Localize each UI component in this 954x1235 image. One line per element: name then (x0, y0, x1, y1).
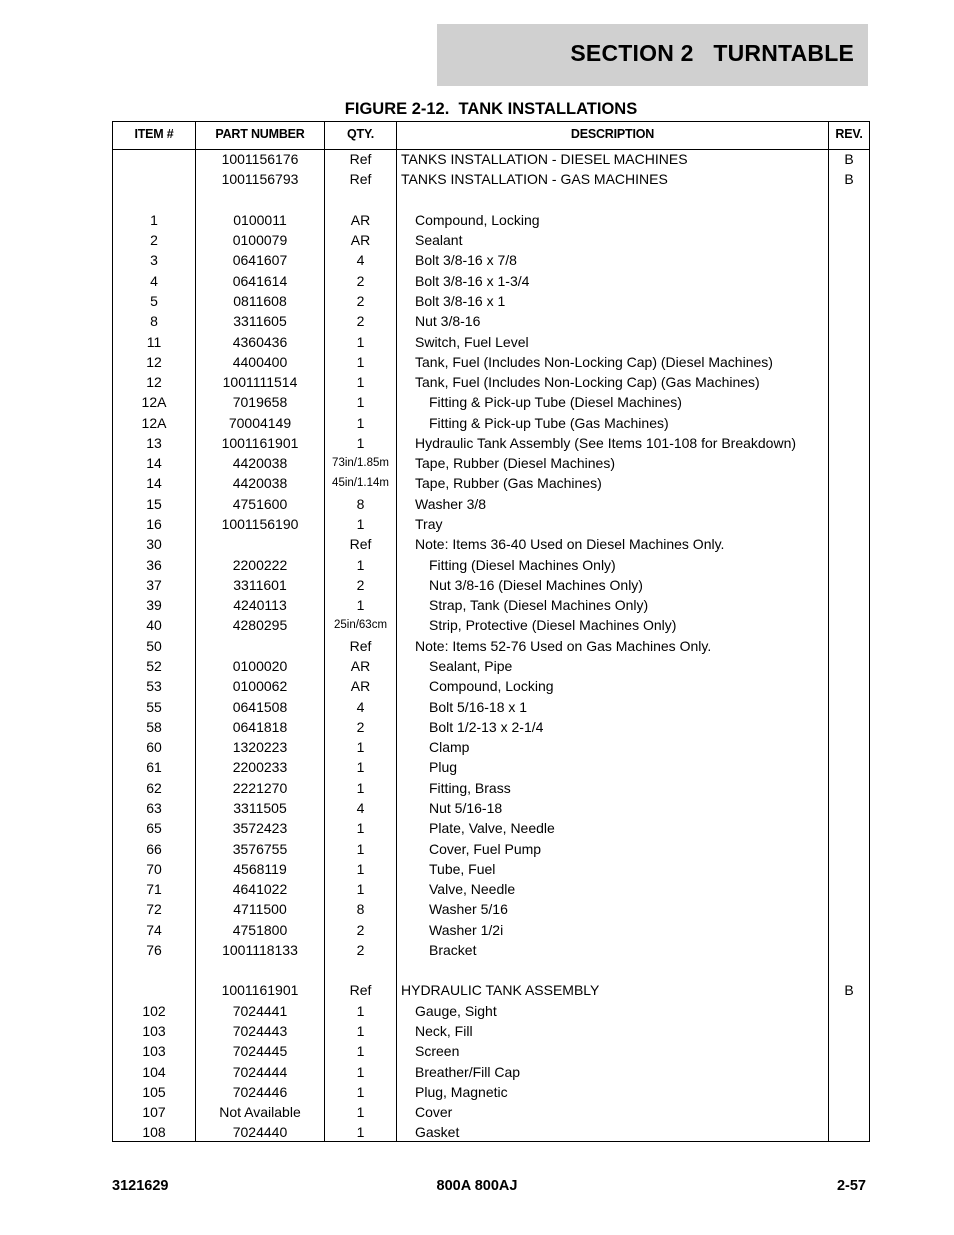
item-number: 11 (146, 333, 162, 350)
quantity: 1 (356, 1002, 365, 1019)
quantity: AR (350, 658, 371, 674)
part-number: 1001156176 (221, 151, 299, 167)
quantity: 1 (356, 516, 365, 533)
item-number: 37 (146, 576, 162, 593)
table-row (113, 717, 869, 737)
table-row (113, 960, 869, 980)
part-number: 3572423 (232, 820, 288, 837)
description: Sealant, Pipe (429, 658, 513, 674)
part-number: 0811608 (233, 292, 287, 309)
description: Screen (415, 1043, 460, 1060)
table-row (113, 555, 869, 575)
quantity: Ref (349, 151, 372, 167)
table-row (113, 575, 869, 595)
part-number: 4240113 (233, 597, 287, 614)
item-number: 70 (146, 860, 162, 877)
part-number: 0641508 (232, 698, 288, 715)
section-title: SECTION 2 TURNTABLE (570, 40, 854, 66)
part-number: 4751800 (232, 921, 288, 938)
description: Gauge, Sight (415, 1002, 497, 1019)
table-row (113, 271, 869, 291)
table-row (113, 615, 869, 635)
table-row (113, 940, 869, 960)
table-row (113, 453, 869, 473)
table-row (113, 514, 869, 534)
header-qty: QTY. (347, 127, 374, 141)
description: Tube, Fuel (429, 860, 496, 877)
item-number: 1 (150, 211, 158, 228)
header-item: ITEM # (134, 127, 174, 141)
table-row (113, 656, 869, 676)
item-number: 16 (146, 516, 162, 533)
item-number: 40 (146, 617, 162, 634)
description: Switch, Fuel Level (415, 333, 529, 350)
header-description: DESCRIPTION (570, 127, 655, 141)
quantity: 4 (356, 799, 365, 816)
item-number: 3 (150, 252, 158, 269)
part-number: 1001118133 (222, 941, 298, 958)
table-row (113, 1021, 869, 1041)
table-row (113, 1082, 869, 1102)
quantity: 1 (356, 353, 365, 370)
quantity: Ref (349, 982, 372, 999)
item-number: 107 (142, 1104, 166, 1121)
quantity: 45in/1.14m (332, 477, 389, 490)
description: Sealant (415, 232, 463, 249)
part-number: 3576755 (232, 840, 288, 857)
description: Hydraulic Tank Assembly (See Items 101-108 for Breakdown) (415, 434, 797, 451)
quantity: 1 (356, 860, 365, 877)
item-number: 12A (141, 414, 167, 431)
header-rev: REV. (835, 127, 863, 141)
part-number: 2200222 (232, 556, 288, 573)
description: Tray (415, 516, 443, 533)
description: Compound, Locking (415, 211, 540, 228)
part-number: 2221270 (232, 779, 288, 796)
footer-model: 800A 800AJ (436, 1178, 518, 1194)
quantity: AR (350, 211, 371, 228)
quantity: 4 (356, 252, 365, 269)
item-number: 15 (146, 495, 162, 512)
description: Bolt 3/8-16 x 1 (415, 292, 506, 309)
part-number: 4568119 (233, 860, 287, 877)
table-row (113, 818, 869, 838)
table-row (113, 413, 869, 433)
quantity: 2 (356, 718, 365, 735)
description: Washer 1/2i (429, 921, 504, 938)
table-row (113, 332, 869, 352)
table-row (113, 392, 869, 412)
revision: B (844, 982, 854, 999)
description: Strap, Tank (Diesel Machines Only) (429, 597, 649, 614)
table-row (113, 899, 869, 919)
item-number: 50 (146, 637, 162, 654)
item-number: 108 (142, 1124, 166, 1141)
part-number: 7024444 (232, 1063, 288, 1080)
description: Gasket (415, 1124, 460, 1141)
item-number: 12 (146, 353, 162, 370)
part-number: 3311601 (233, 576, 287, 593)
part-number: 1001161901 (221, 434, 299, 451)
section-banner (437, 24, 868, 86)
part-number: 4641022 (232, 881, 288, 898)
table-row (113, 737, 869, 757)
item-number: 53 (146, 678, 162, 695)
table-row (113, 697, 869, 717)
item-number: 58 (146, 718, 162, 735)
quantity: 1 (356, 1083, 365, 1100)
table-row (113, 1001, 869, 1021)
table-row (113, 352, 869, 372)
description: Plug (429, 759, 458, 776)
item-number: 61 (146, 759, 162, 776)
item-number: 13 (146, 434, 162, 451)
part-number: 4280295 (232, 617, 288, 634)
quantity: Ref (349, 637, 372, 654)
item-number: 72 (146, 901, 162, 918)
table-row (113, 595, 869, 615)
table-row (113, 494, 869, 514)
description: Strip, Protective (Diesel Machines Only) (429, 617, 677, 634)
figure-title: FIGURE 2-12. TANK INSTALLATIONS (344, 100, 638, 118)
quantity: 1 (356, 434, 365, 451)
part-number: 4420038 (232, 455, 288, 472)
item-number: 60 (146, 739, 162, 756)
description: Fitting & Pick-up Tube (Diesel Machines) (429, 394, 682, 411)
quantity: 1 (356, 1124, 365, 1141)
part-number: 0100062 (232, 678, 288, 695)
table-row (113, 798, 869, 818)
item-number: 65 (146, 820, 162, 837)
table-row (113, 980, 869, 1000)
part-number: Not Available (219, 1104, 301, 1121)
table-header (113, 122, 869, 150)
quantity: 1 (356, 374, 365, 391)
item-number: 14 (146, 455, 162, 472)
table-row (113, 757, 869, 777)
quantity: 1 (356, 779, 365, 796)
part-number: 1320223 (232, 739, 288, 756)
description: Bolt 5/16-18 x 1 (429, 698, 528, 715)
table-row (113, 311, 869, 331)
quantity: 2 (356, 941, 365, 958)
description: Neck, Fill (415, 1023, 473, 1040)
part-number: 2200233 (232, 759, 288, 776)
quantity: AR (350, 232, 371, 249)
quantity: 25in/63cm (333, 619, 388, 632)
table-row (113, 250, 869, 270)
quantity: 2 (356, 272, 365, 289)
item-number: 74 (146, 921, 162, 938)
quantity: 2 (356, 292, 365, 309)
item-number: 2 (150, 232, 158, 249)
description: Nut 3/8-16 (Diesel Machines Only) (429, 576, 643, 593)
part-number: 4360436 (232, 333, 288, 350)
description: Nut 5/16-18 (429, 799, 503, 816)
item-number: 103 (142, 1043, 166, 1060)
description: Bolt 1/2-13 x 2-1/4 (429, 718, 544, 735)
table-row (113, 859, 869, 879)
description: Tape, Rubber (Diesel Machines) (415, 455, 615, 472)
description: Bracket (429, 941, 477, 958)
item-number: 62 (146, 779, 162, 796)
part-number: 7024443 (232, 1023, 288, 1040)
table-row (113, 291, 869, 311)
quantity: 8 (356, 901, 365, 918)
part-number: 7024440 (232, 1124, 288, 1141)
revision: B (844, 151, 854, 167)
part-number: 3311505 (233, 799, 287, 816)
quantity: 1 (356, 1063, 365, 1080)
item-number: 76 (146, 941, 162, 958)
part-number: 0100011 (233, 211, 287, 228)
quantity: 1 (356, 1043, 365, 1060)
part-number: 4420038 (232, 475, 288, 492)
description: TANKS INSTALLATION - DIESEL MACHINES (401, 151, 688, 167)
quantity: 1 (356, 820, 365, 837)
quantity: 1 (356, 333, 365, 350)
description: Cover (415, 1104, 453, 1121)
item-number: 12A (141, 394, 167, 411)
part-number: 4711500 (233, 901, 287, 918)
part-number: 0100079 (232, 232, 288, 249)
item-number: 66 (146, 840, 162, 857)
part-number: 1001161901 (221, 982, 299, 999)
item-number: 4 (150, 272, 158, 289)
description: Note: Items 52-76 Used on Gas Machines Only. (415, 637, 712, 654)
quantity: 2 (356, 921, 365, 938)
quantity: 1 (356, 414, 365, 431)
table-row (113, 149, 869, 169)
quantity: 1 (356, 739, 365, 756)
part-number: 1001156190 (221, 516, 299, 533)
description: Tank, Fuel (Includes Non-Locking Cap) (Gas Machines) (415, 374, 760, 391)
description: Plug, Magnetic (415, 1083, 508, 1100)
quantity: AR (350, 678, 371, 695)
description: Fitting, Brass (429, 779, 511, 796)
part-number: 1001111514 (222, 374, 298, 391)
description: Fitting & Pick-up Tube (Gas Machines) (429, 414, 669, 431)
description: Plate, Valve, Needle (429, 820, 555, 837)
part-number: 0641607 (232, 252, 288, 269)
description: HYDRAULIC TANK ASSEMBLY (401, 982, 600, 999)
table-row (113, 1041, 869, 1061)
table-row (113, 210, 869, 230)
table-row (113, 778, 869, 798)
quantity: Ref (349, 536, 372, 553)
description: Cover, Fuel Pump (429, 840, 542, 857)
part-number: 1001156793 (221, 171, 299, 188)
quantity: 1 (356, 1104, 365, 1121)
part-number: 70004149 (228, 414, 292, 431)
table-row (113, 473, 869, 493)
part-number: 4751600 (232, 495, 288, 512)
description: Valve, Needle (429, 881, 516, 898)
item-number: 36 (146, 556, 162, 573)
table-row (113, 920, 869, 940)
item-number: 39 (146, 597, 162, 614)
quantity: 1 (356, 759, 365, 776)
part-number: 7024446 (232, 1083, 288, 1100)
item-number: 63 (146, 799, 162, 816)
part-number: 7019658 (232, 394, 288, 411)
item-number: 12 (146, 374, 162, 391)
quantity: 2 (356, 313, 365, 330)
part-number: 3311605 (233, 313, 287, 330)
table-row (113, 534, 869, 554)
quantity: 1 (356, 1023, 365, 1040)
description: Tank, Fuel (Includes Non-Locking Cap) (Diesel Machines) (415, 353, 773, 370)
table-row (113, 169, 869, 189)
quantity: Ref (349, 171, 372, 188)
part-number: 7024441 (232, 1002, 288, 1019)
item-number: 103 (142, 1023, 166, 1040)
description: Washer 5/16 (429, 901, 508, 918)
item-number: 14 (146, 475, 162, 492)
table-row (113, 1122, 869, 1142)
description: TANKS INSTALLATION - GAS MACHINES (401, 171, 668, 188)
item-number: 30 (146, 536, 162, 553)
description: Bolt 3/8-16 x 7/8 (415, 252, 517, 269)
part-number: 0641614 (232, 272, 288, 289)
table-row (113, 1062, 869, 1082)
quantity: 73in/1.85m (332, 457, 389, 470)
part-number: 7024445 (232, 1043, 288, 1060)
footer-doc-number: 3121629 (112, 1178, 169, 1194)
item-number: 104 (142, 1063, 166, 1080)
item-number: 52 (146, 658, 162, 674)
table-row (113, 230, 869, 250)
parts-table (112, 121, 870, 1142)
description: Washer 3/8 (415, 495, 487, 512)
part-number: 4400400 (232, 353, 288, 370)
quantity: 1 (356, 840, 365, 857)
description: Note: Items 36-40 Used on Diesel Machines Only. (415, 536, 725, 553)
quantity: 4 (356, 698, 365, 715)
description: Bolt 3/8-16 x 1-3/4 (415, 272, 530, 289)
footer-page-number: 2-57 (836, 1178, 866, 1194)
quantity: 1 (356, 394, 365, 411)
quantity: 1 (356, 597, 365, 614)
quantity: 1 (356, 881, 365, 898)
description: Tape, Rubber (Gas Machines) (415, 475, 602, 492)
revision: B (844, 171, 854, 188)
description: Nut 3/8-16 (415, 313, 481, 330)
description: Clamp (429, 739, 470, 756)
part-number: 0641818 (232, 718, 288, 735)
quantity: 2 (356, 576, 365, 593)
table-row (113, 433, 869, 453)
description: Compound, Locking (429, 678, 554, 695)
item-number: 5 (150, 292, 158, 309)
part-number: 0100020 (232, 658, 288, 674)
table-row (113, 636, 869, 656)
item-number: 71 (146, 881, 162, 898)
item-number: 102 (142, 1002, 166, 1019)
table-row (113, 839, 869, 859)
header-part-number: PART NUMBER (215, 127, 305, 141)
table-row (113, 676, 869, 696)
description: Breather/Fill Cap (415, 1063, 521, 1080)
table-row (113, 1102, 869, 1122)
item-number: 8 (150, 313, 158, 330)
item-number: 55 (146, 698, 162, 715)
description: Fitting (Diesel Machines Only) (429, 556, 616, 573)
table-row (113, 879, 869, 899)
item-number: 105 (142, 1083, 166, 1100)
quantity: 1 (356, 556, 365, 573)
quantity: 8 (356, 495, 365, 512)
table-row (113, 190, 869, 210)
table-row (113, 372, 869, 392)
